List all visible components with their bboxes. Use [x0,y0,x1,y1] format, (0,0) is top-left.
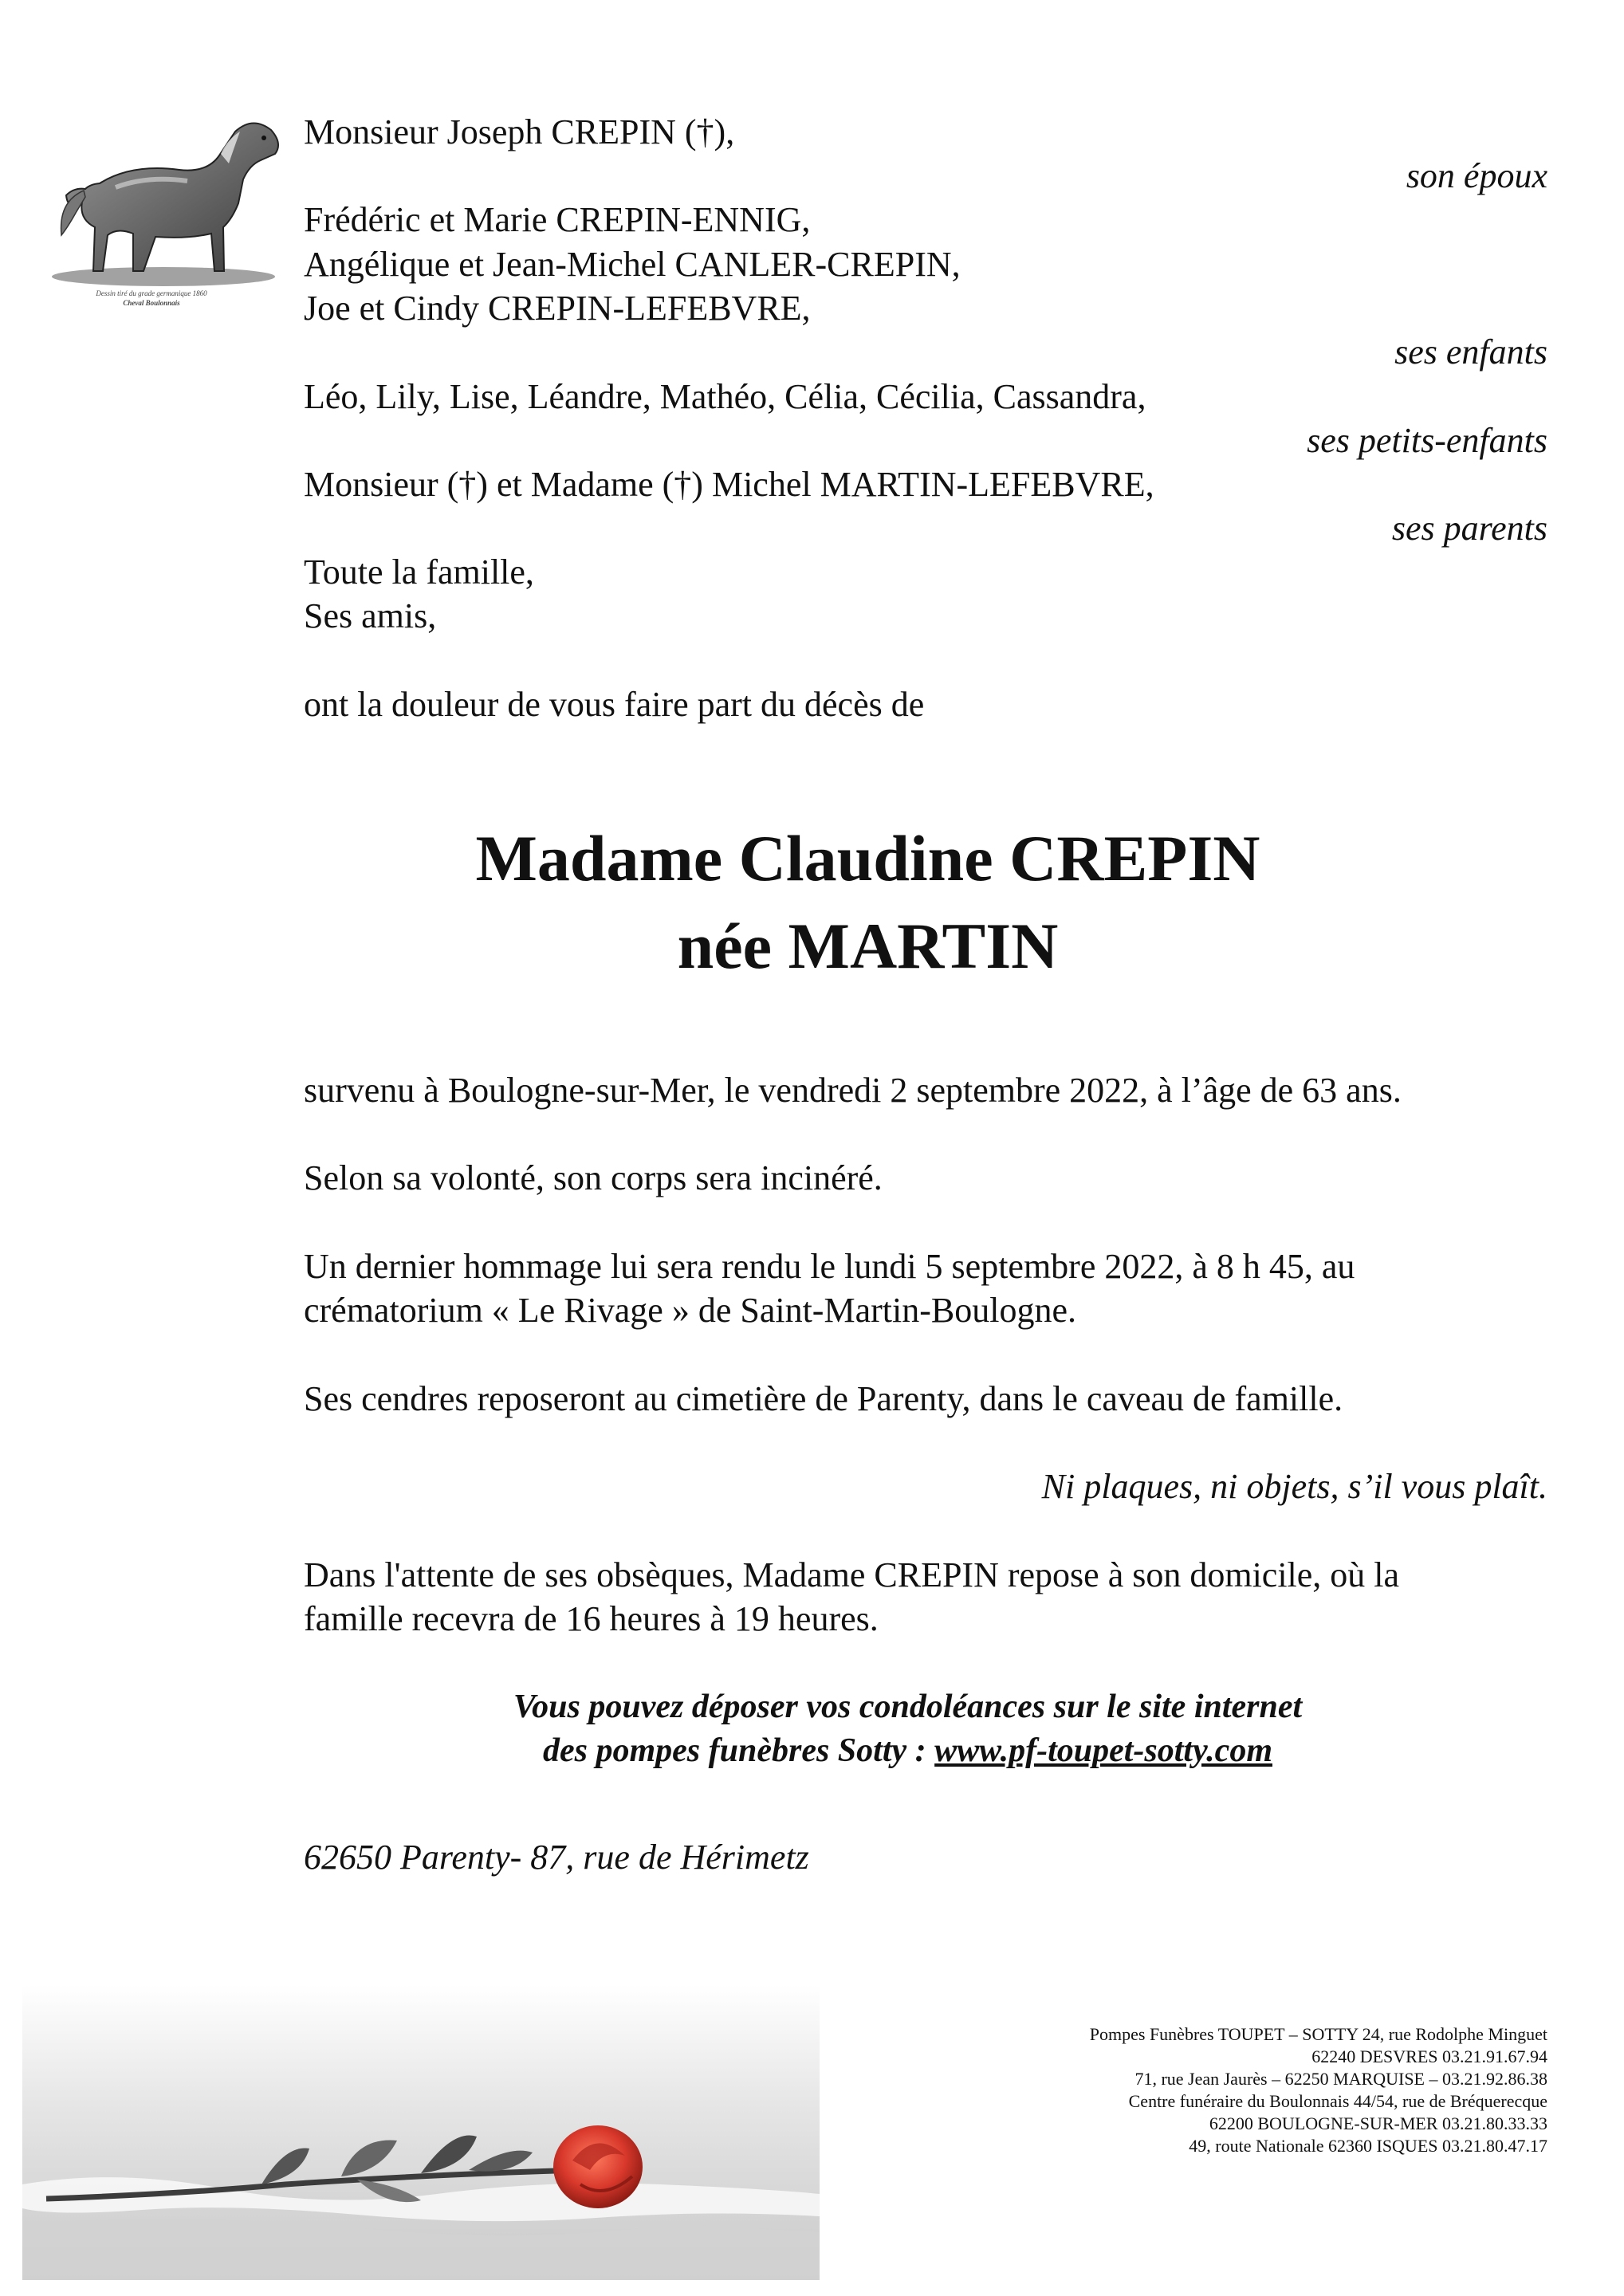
announcement-line: ont la douleur de vous faire part du décès de [304,685,925,724]
children-role: ses enfants [1394,332,1547,372]
funeral-home-line-3: 71, rue Jean Jaurès – 62250 MARQUISE – 03.21.92.86.38 [1134,2069,1547,2089]
spouse-role: son époux [1406,156,1547,195]
parents-line: Monsieur (†) et Madame (†) Michel MARTIN-LEFEBVRE, [304,465,1154,504]
home-line-2: famille recevra de 16 heures à 19 heures. [304,1599,879,1638]
grandchildren-role: ses petits-enfants [1307,421,1547,460]
tribute-line-2: crématorium « Le Rivage » de Saint-Martin-Boulogne. [304,1291,1076,1330]
grandchildren-line: Léo, Lily, Lise, Léandre, Mathéo, Célia, Cécilia, Cassandra, [304,377,1146,416]
funeral-home-line-6: 49, route Nationale 62360 ISQUES 03.21.80.47.17 [1189,2136,1547,2156]
friends-line: Ses amis, [304,596,437,635]
family-all-line: Toute la famille, [304,552,534,592]
cremation-wish: Selon sa volonté, son corps sera incinéré. [304,1158,883,1197]
parents-role: ses parents [1391,509,1547,548]
logo-caption-line2: Cheval Boulonnais [123,299,180,307]
deceased-maiden-name: née MARTIN [677,910,1059,982]
funeral-home-line-2: 62240 DESVRES 03.21.91.67.94 [1311,2046,1547,2066]
condolences-url-link[interactable]: www.pf-toupet-sotty.com [934,1732,1272,1769]
child-line-1: Frédéric et Marie CREPIN-ENNIG, [304,200,811,239]
spouse-line: Monsieur Joseph CREPIN (†), [304,112,735,151]
death-details: survenu à Boulogne-sur-Mer, le vendredi 2 septembre 2022, à l’âge de 63 ans. [304,1071,1402,1110]
logo-caption-line1: Dessin tiré du grade germanique 1860 [96,289,207,297]
funeral-home-line-4: Centre funéraire du Boulonnais 44/54, rue de Bréquerecque [1128,2091,1547,2111]
child-line-2: Angélique et Jean-Michel CANLER-CREPIN, [304,245,961,284]
deceased-name: Madame Claudine CREPIN [475,822,1260,894]
funeral-home-info [1090,2023,1547,2157]
funeral-home-line-1: Pompes Funèbres TOUPET – SOTTY 24, rue Rodolphe Minguet [1089,2024,1547,2044]
condolences-prefix: des pompes funèbres Sotty : [542,1732,935,1769]
logo-caption [72,289,231,308]
no-flowers-line: Ni plaques, ni objets, s’il vous plaît. [1041,1467,1547,1506]
child-line-3: Joe et Cindy CREPIN-LEFEBVRE, [304,289,811,328]
condolences-line-2 [0,1728,1624,1773]
ashes-line: Ses cendres reposeront au cimetière de Parenty, dans le caveau de famille. [304,1379,1343,1418]
condolences-line-1: Vous pouvez déposer vos condoléances sur le site internet [513,1689,1303,1725]
home-line-1: Dans l'attente de ses obsèques, Madame CREPIN repose à son domicile, où la [304,1555,1400,1594]
rose-on-beach-image [22,1985,820,2280]
tribute-line-1: Un dernier hommage lui sera rendu le lundi 5 septembre 2022, à 8 h 45, au [304,1247,1355,1286]
home-address: 62650 Parenty- 87, rue de Hérimetz [304,1838,809,1877]
funeral-home-line-5: 62200 BOULOGNE-SUR-MER 03.21.80.33.33 [1209,2113,1547,2133]
